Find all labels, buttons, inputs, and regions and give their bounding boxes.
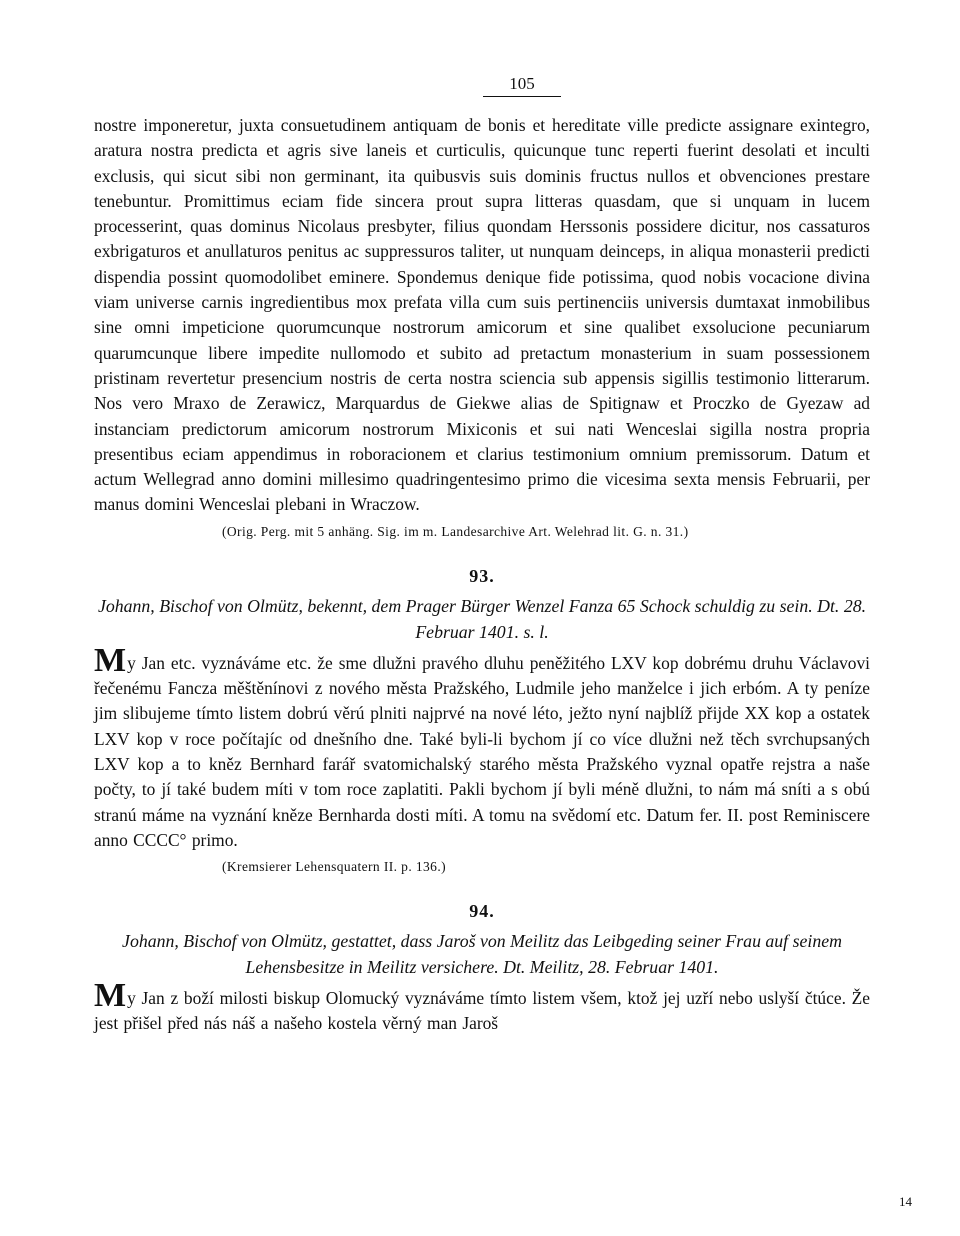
continued-charter-text: nostre imponeretur, juxta consuetudinem antiquam de bonis et hereditate ville predicte assignare exintegro, aratura nostra predicta et agris sive laneis et curticulis, quicunque tunc reperti fuerint desolati et inculti exclusis, qui sicut sibi non germinant, ita quibusvis suis dominis fructus nullos et obvenciones prestare tenebuntur. Promittimus eciam fide sincera prout supra litteras quasdam, que si unquam in lucem processerint, quas dominus Nicolaus presbyter, filius quondam Herssonis possidere dicitur, nos cassaturos exbrigaturos et anullaturos penitus ac suppressuros taliter, ut nunquam deinceps, in aliqua monasterii predicti dispendia possint quomodolibet eminere. Spondemus denique fide potissima, quod nobis vocacione divina viam universe carnis ingredientibus mox prefata villa cum suis pertinenciis universis dumtaxat inmobilibus sine omni impeticione quorumcunque nostrorum amicorum et sine qualibet exsolucione pecuniarum quarumcunque libere impedite nullomodo et subito ad pretactum monasterium in suam possessionem pristinam revertetur presencium nostris de certa nostra sciencia sub appensis sigillis testimonio litterarum. Nos vero Mraxo de Zerawicz, Marquardus de Giekwe alias de Spitignaw et Proczko de Gyezaw ad instanciam predictorum amicorum nostrorum Mixiconis et sui nati Wenceslai sigilla nostra propria presentibus eciam appendimus in roboracionem et clarius testimonium omnium premissorum. Datum et actum Wellegrad anno domini millesimo quadringentesimo primo die vicesima sexta mensis Februarii, per manus domini Wenceslai plebani in Wraczow. — [94, 115, 870, 515]
source-note: (Orig. Perg. mit 5 anhäng. Sig. im m. Landesarchive Art. Welehrad lit. G. n. 31.) — [222, 523, 689, 539]
source-note-93: (Kremsierer Lehensquatern II. p. 136.) — [222, 859, 446, 875]
document-body-94 — [94, 977, 870, 1037]
document-heading-93: Johann, Bischof von Olmütz, bekennt, dem Prager Bürger Wenzel Fanza 65 Schock schuldig zu sein. Dt. 28. Februar 1401. s. l. — [97, 595, 867, 642]
document-body-text-94: y Jan z boží milosti biskup Olomucký vyznáváme tímto listem všem, ktož jej uzří nebo uslyší čtúce. Že jest přišel před nás náš a našeho kostela věrný man Jaroš — [94, 988, 870, 1034]
document-number-94: 94. — [469, 901, 495, 922]
drop-cap: M — [94, 977, 127, 1015]
drop-cap: M — [94, 641, 127, 679]
document-number-93: 93. — [469, 565, 495, 586]
document-body-text-93: y Jan etc. vyznáváme etc. že sme dlužni pravého dluhu peněžitého LXV kop dobrému druhu Václavovi řečenému Fancza měštěnínovi z nového města Pražského, Ludmile jeho manželce i jich erbóm. A ty peníze jim slibujeme tímto listem dobrú věrú plniti najprvé na nové léto, ježto nyní najblíž přijde XX kop a ostatek LXV kop v roce počítajíc od dnešního dne. Také byli-li bychom jí co více dlužni než těch svrchupsaných LXV kop a to kněz Bernhard farář svatomichalský starého města Pražského vyznal opatře rejstra a naše počty, to jí také budem míti v tom roce zaplatiti. Pakli bychom jí byli méně dlužni, to nám má sníti a s obú stranú máme na vyznání kněze Bernharda dosti míti. A tomu na svědomí etc. Datum fer. II. post Reminiscere anno CCCC° primo. — [94, 652, 870, 850]
document-body-93 — [94, 641, 870, 853]
document-page — [94, 72, 870, 1037]
page-number: 105 — [174, 72, 870, 97]
document-heading-94: Johann, Bischof von Olmütz, gestattet, dass Jaroš von Meilitz das Leibgeding seiner Frau auf seinem Lehensbesitze in Meilitz versichere. Dt. Meilitz, 28. Februar 1401. — [122, 931, 842, 978]
signature-mark: 14 — [899, 1194, 912, 1209]
